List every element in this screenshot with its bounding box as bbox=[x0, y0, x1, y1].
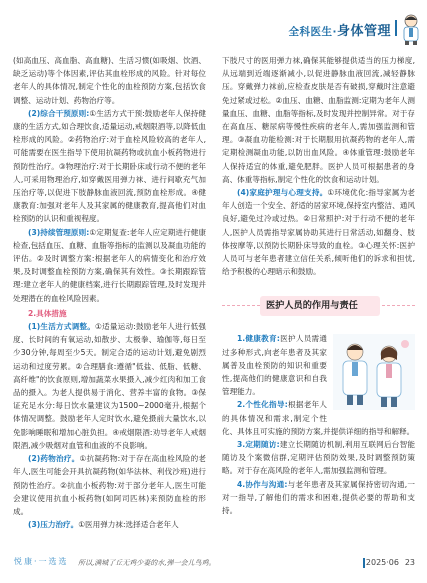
subheading: (1)生活方式调整。 bbox=[28, 322, 96, 332]
paragraph: (2)综合干预原则:①生活方式干预:鼓励老年人保持健康的生活方式,如合理饮食,适量运动,戒烟限酒等,以降低血栓形成的风险。②药物治疗:对于血栓风险较高的老年人,可能需要在医生指导下使用抗凝药物或抗血小板药物进行预防性治疗。③物理治疗:对于长期卧床或行动不便的老年人,可采用物理治疗,如穿戴医用弹力袜、进行间歇充气加压治疗等,以促进下肢静脉血液回流,预防血栓形成。④健康教育:加强对老年人及其家属的健康教育,提高他们对血栓预防的认识和重视程度。 bbox=[13, 108, 206, 224]
right-column bbox=[222, 54, 415, 517]
paragraph: (3)持续管理原则:①定期复查:老年人应定期进行健康检查,包括血压、血糖、血脂等指标的监测以及凝血功能的评估。②及时调整方案:根据老年人的病情变化和治疗效果,及时调整血栓预防方案,确保其有效性。③长期跟踪管理:建立老年人的健康档案,进行长期跟踪管理,及时发现并处理潜在的血栓风险因素。 bbox=[13, 227, 206, 303]
doctor-mascot-icon bbox=[399, 12, 423, 46]
paragraph: (4)家庭护理与心理支持。①环境优化:指导家属为老年人创造一个安全、舒适的居家环境,保持室内整洁、通风良好,避免过冷或过热。②日常照护:对于行动不便的老年人,医护人员需指导家属协助其进行日常活动,如翻身、肢体按摩等,以预防长期卧床导致的血栓。③心理关怀:医护人员可与老年患者建立信任关系,倾听他们的诉求和担忧,给予积极的心理暗示和鼓励。 bbox=[222, 188, 415, 277]
section-title: 2.具体措施 bbox=[28, 308, 67, 318]
subheading: (2)综合干预原则: bbox=[28, 108, 90, 118]
subheading: (4)家庭护理与心理支持。 bbox=[237, 188, 328, 198]
doctors-image-icon bbox=[333, 334, 415, 410]
section-heading bbox=[222, 286, 415, 326]
paragraph: (如高血压、高血脂、高血糖)、生活习惯(如吸烟、饮酒、缺乏运动)等个体因素,评估其血栓形成的风险。针对每位老年人的具体情况,制定个性化的血栓预防方案,包括饮食调整、运动计划、药物治疗等。 bbox=[13, 56, 206, 105]
paragraph: 4.协作与沟通:与老年患者及其家属保持密切沟通,一对一指导,了解他们的需求和困难,提供必要的帮助和支持。 bbox=[222, 479, 415, 516]
doctors-illustration bbox=[333, 334, 415, 410]
footer-divider bbox=[363, 558, 365, 568]
page-header bbox=[0, 8, 427, 52]
header-dot: · bbox=[332, 26, 337, 38]
heading-text: 医护人员的作用与责任 bbox=[266, 300, 358, 312]
page-footer bbox=[0, 552, 427, 583]
issue-date: 2025·06 bbox=[365, 558, 399, 567]
subheading: (3)压力治疗。 bbox=[28, 520, 79, 530]
footer-logo: 悦康·一选选 bbox=[14, 557, 69, 566]
paragraph: (1)生活方式调整。①适量运动:鼓励老年人进行低强度、长时间的有氧运动,如散步、太极拳、瑜伽等,每日至少30分钟,每周至少5天。制定合适的运动计划,避免剧烈运动和过度劳累。②合理膳食:遵循"低盐、低脂、低糖、高纤维"的饮食原则,增加蔬菜水果摄入,减少红肉和加工食品的摄入。为老人提供易于消化、营养丰富的食物。③保证充足水分:每日饮水量建议为1500~2000毫升,根据个体情况调整。鼓励老年人定时饮水,避免摄前大量饮水,以免影响睡眠和增加心脏负担。④戒烟限酒:劝导老年人戒烟限酒,减少吸烟对血管和血液的不良影响。 bbox=[13, 322, 206, 450]
subheading: 1.健康教育: bbox=[237, 334, 280, 344]
subheading: 3.定期随访: bbox=[237, 440, 280, 450]
header-title bbox=[288, 20, 391, 39]
paragraph: 3.定期随访:建立长期随访机制,利用互联网后台智能随访及个案微信群,定期评估预防效果,及时调整预防策略。对于存在高风险的老年人,需加强监测和管理。 bbox=[222, 440, 415, 476]
header-main-title: 身体管理 bbox=[336, 24, 391, 39]
footer-quote: 所以,满城了丘无鸡少妻的水,弹一会儿鸟鸡。 bbox=[78, 559, 216, 567]
paragraph: (3)压力治疗。①医用弹力袜:选择适合老年人 bbox=[28, 520, 179, 530]
subheading: 4.协作与沟通: bbox=[237, 479, 288, 489]
paragraph: 下肢尺寸的医用弹力袜,确保其能够提供适当的压力梯度,从远端到近端逐渐减小,以促进静脉血液回流,减轻静脉压。穿戴弹力袜前,应检查皮肤是否有破损,穿戴时注意避免过紧或过松。②血压、血糖、血脂监测:定期为老年人测量血压、血糖、血脂等指标,及时发现并控制异常。对于存在高血压、糖尿病等慢性疾病的老年人,需加强监测和管理。③凝血功能检测:对于长期服用抗凝药物的老年人,需定期检测凝血功能,以防出血风险。④体重管理:鼓励老年人保持适宜的体重,避免肥胖。医护人员可根据患者的身高、体重等指标,制定个性化的饮食和运动计划。 bbox=[222, 56, 415, 184]
paragraph: 1.健康教育:医护人员需通过多种形式,向老年患者及其家属普及血栓预防的知识和重要性,提高他们的健康意识和自我管理能力。 bbox=[222, 334, 327, 397]
subheading: 2.个性化指导: bbox=[237, 400, 288, 410]
paragraph: 2.个性化指导:根据老年人的具体情况和需求,制定个性化、具体且可实施的预防方案,并提供详细的指导和解释。 bbox=[222, 400, 415, 436]
header-section: 全科医生 bbox=[288, 26, 333, 38]
subheading: (3)持续管理原则: bbox=[28, 227, 90, 237]
header-divider bbox=[395, 20, 397, 36]
subheading: (2)药物治疗。 bbox=[28, 454, 80, 464]
page-number: 23 bbox=[404, 558, 415, 567]
paragraph: (2)药物治疗。①抗凝药物:对于存在高血栓风险的老年人,医生可能会开具抗凝药物(如华法林、利伐沙班)进行预防性治疗。②抗血小板药物:对于部分老年人,医生可能会建议使用抗血小板药物(如阿司匹林)来预防血栓的形成。 bbox=[13, 454, 206, 516]
left-column bbox=[13, 54, 206, 531]
